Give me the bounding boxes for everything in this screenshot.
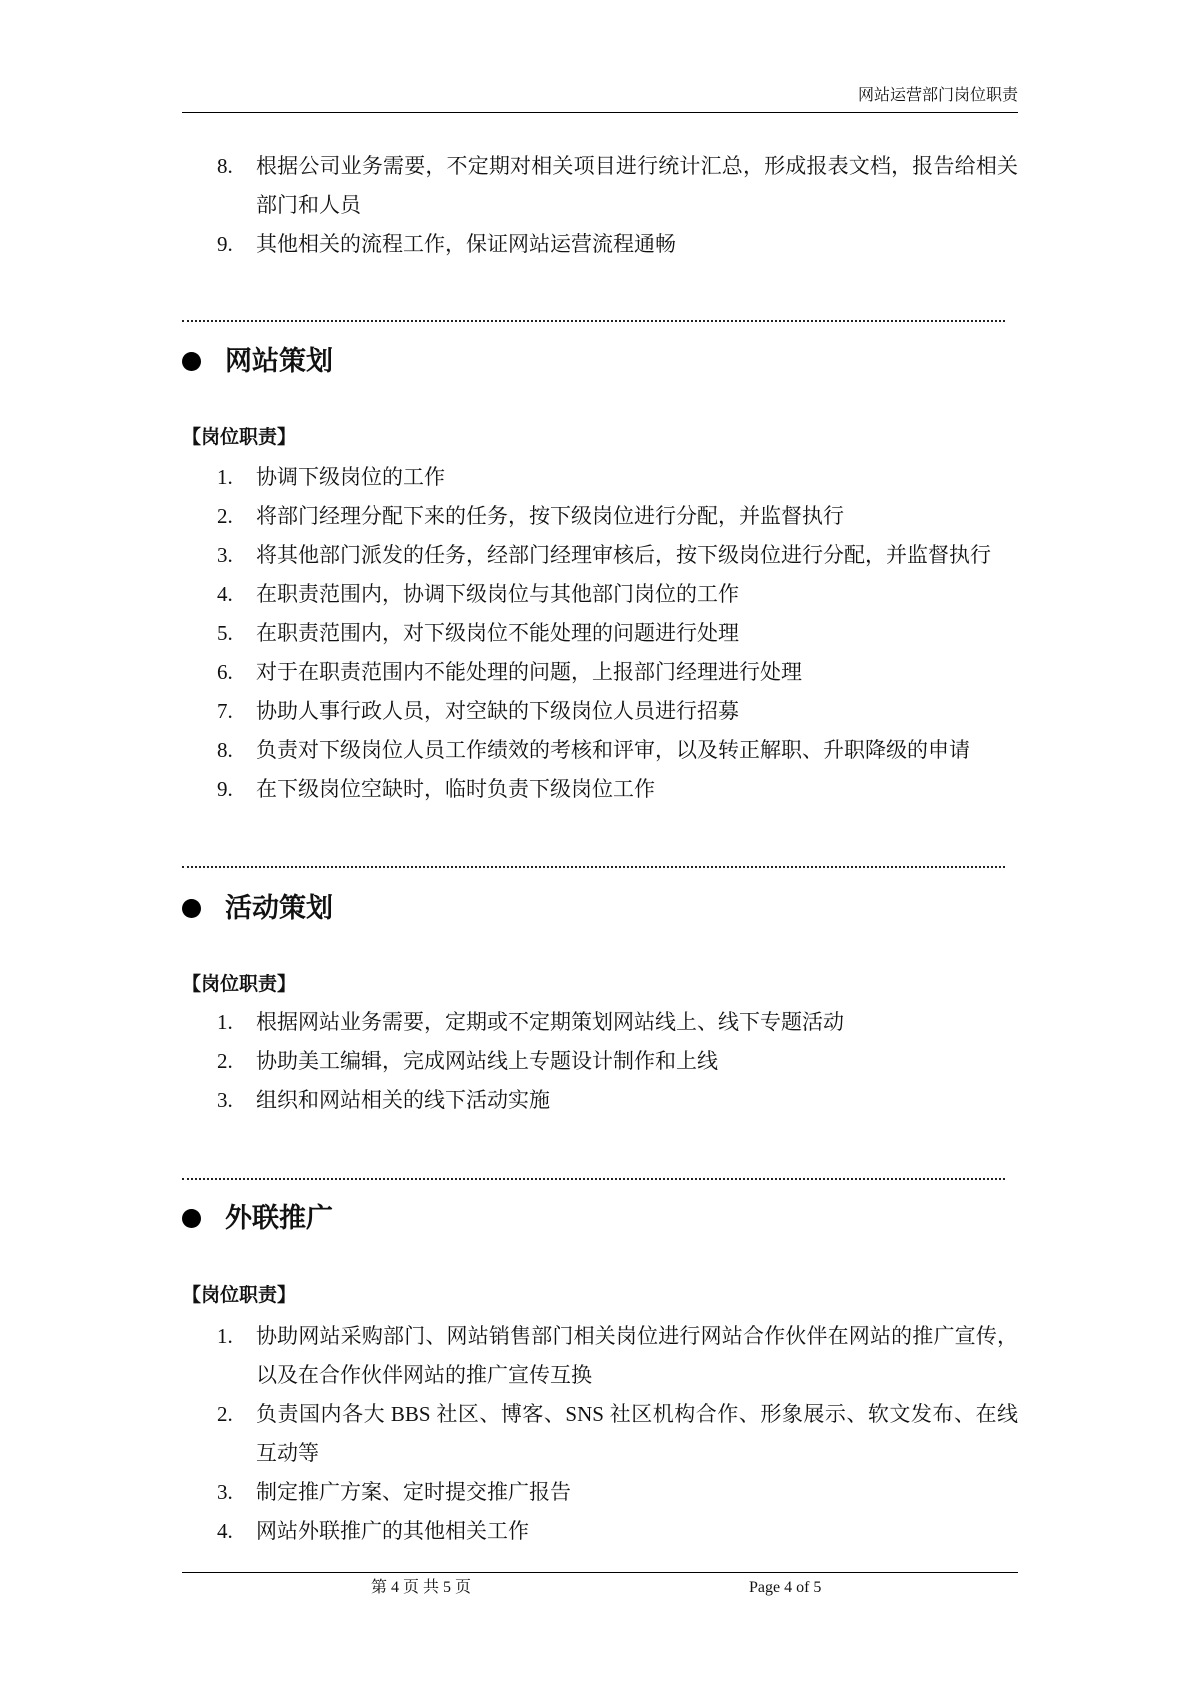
list-item-text: 根据公司业务需要，不定期对相关项目进行统计汇总，形成报表文档，报告给相关部门和人员 — [256, 154, 1018, 217]
duties-label: 【岗位职责】 — [182, 427, 297, 448]
list-item-number: 4. — [217, 1519, 233, 1543]
list-item-text: 根据网站业务需要，定期或不定期策划网站线上、线下专题活动 — [256, 1010, 844, 1034]
list-item-number: 1. — [217, 1010, 233, 1034]
list-item — [217, 1473, 1018, 1512]
bullet-icon — [182, 1209, 201, 1228]
list-item-text: 组织和网站相关的线下活动实施 — [256, 1088, 550, 1112]
list-item — [217, 1003, 1018, 1042]
list-item — [217, 1395, 1018, 1473]
dotted-divider — [182, 866, 1005, 868]
list-item-text: 在职责范围内，协调下级岗位与其他部门岗位的工作 — [256, 582, 739, 606]
list-item-text: 其他相关的流程工作，保证网站运营流程通畅 — [256, 232, 676, 256]
section-heading-external-promotion — [182, 1198, 333, 1238]
continued-list — [217, 147, 1018, 264]
section-title: 外联推广 — [225, 1203, 333, 1233]
duties-label: 【岗位职责】 — [182, 1285, 297, 1306]
list-item — [217, 1317, 1018, 1395]
duties-list-website-planning — [217, 458, 1018, 809]
duties-label: 【岗位职责】 — [182, 974, 297, 995]
list-item-number: 1. — [217, 1324, 233, 1348]
list-item — [217, 692, 1018, 731]
page-number-en: Page 4 of 5 — [749, 1579, 822, 1596]
list-item-number: 3. — [217, 543, 233, 567]
list-item-text: 协助网站采购部门、网站销售部门相关岗位进行网站合作伙伴在网站的推广宣传，以及在合作伙伴网站的推广宣传互换 — [256, 1324, 1018, 1387]
page-header-title: 网站运营部门岗位职责 — [857, 87, 1018, 104]
list-item-text: 协助人事行政人员，对空缺的下级岗位人员进行招募 — [256, 699, 739, 723]
list-item — [217, 614, 1018, 653]
header-rule — [182, 112, 1018, 113]
list-item-text: 负责对下级岗位人员工作绩效的考核和评审，以及转正解职、升职降级的申请 — [256, 738, 970, 762]
section-heading-event-planning — [182, 888, 333, 928]
list-item — [217, 1042, 1018, 1081]
list-item — [217, 147, 1018, 225]
list-item-number: 2. — [217, 504, 233, 528]
list-item-number: 3. — [217, 1480, 233, 1504]
list-item-text: 制定推广方案、定时提交推广报告 — [256, 1480, 571, 1504]
list-item — [217, 770, 1018, 809]
list-item-text: 将其他部门派发的任务，经部门经理审核后，按下级岗位进行分配，并监督执行 — [256, 543, 991, 567]
list-item — [217, 575, 1018, 614]
section-heading-website-planning — [182, 341, 333, 381]
list-item-text: 网站外联推广的其他相关工作 — [256, 1519, 529, 1543]
list-item-number: 9. — [217, 232, 233, 256]
list-item-number: 6. — [217, 660, 233, 684]
list-item-number: 7. — [217, 699, 233, 723]
bullet-icon — [182, 352, 201, 371]
footer-rule — [182, 1572, 1018, 1573]
list-item — [217, 536, 1018, 575]
list-item-number: 8. — [217, 154, 233, 178]
section-title: 网站策划 — [225, 346, 333, 376]
duties-list-external-promotion — [217, 1317, 1018, 1551]
duties-list-event-planning — [217, 1003, 1018, 1120]
list-item-number: 4. — [217, 582, 233, 606]
bullet-icon — [182, 899, 201, 918]
list-item-number: 9. — [217, 777, 233, 801]
list-item-number: 5. — [217, 621, 233, 645]
list-item-number: 8. — [217, 738, 233, 762]
list-item — [217, 1081, 1018, 1120]
list-item-text: 在职责范围内，对下级岗位不能处理的问题进行处理 — [256, 621, 739, 645]
list-item — [217, 225, 1018, 264]
list-item-number: 2. — [217, 1049, 233, 1073]
list-item — [217, 731, 1018, 770]
page-number-cn: 第 4 页 共 5 页 — [371, 1579, 472, 1596]
list-item-text: 协调下级岗位的工作 — [256, 465, 445, 489]
list-item-number: 3. — [217, 1088, 233, 1112]
list-item-text: 在下级岗位空缺时，临时负责下级岗位工作 — [256, 777, 655, 801]
list-item-text: 将部门经理分配下来的任务，按下级岗位进行分配，并监督执行 — [256, 504, 844, 528]
list-item-text: 协助美工编辑，完成网站线上专题设计制作和上线 — [256, 1049, 718, 1073]
list-item-number: 1. — [217, 465, 233, 489]
list-item — [217, 1512, 1018, 1551]
list-item-text: 对于在职责范围内不能处理的问题，上报部门经理进行处理 — [256, 660, 802, 684]
list-item — [217, 458, 1018, 497]
list-item-number: 2. — [217, 1402, 233, 1426]
list-item — [217, 497, 1018, 536]
section-title: 活动策划 — [225, 893, 333, 923]
list-item-text: 负责国内各大 BBS 社区、博客、SNS 社区机构合作、形象展示、软文发布、在线互动等 — [256, 1402, 1018, 1465]
dotted-divider — [182, 1178, 1005, 1180]
list-item — [217, 653, 1018, 692]
dotted-divider — [182, 320, 1005, 322]
